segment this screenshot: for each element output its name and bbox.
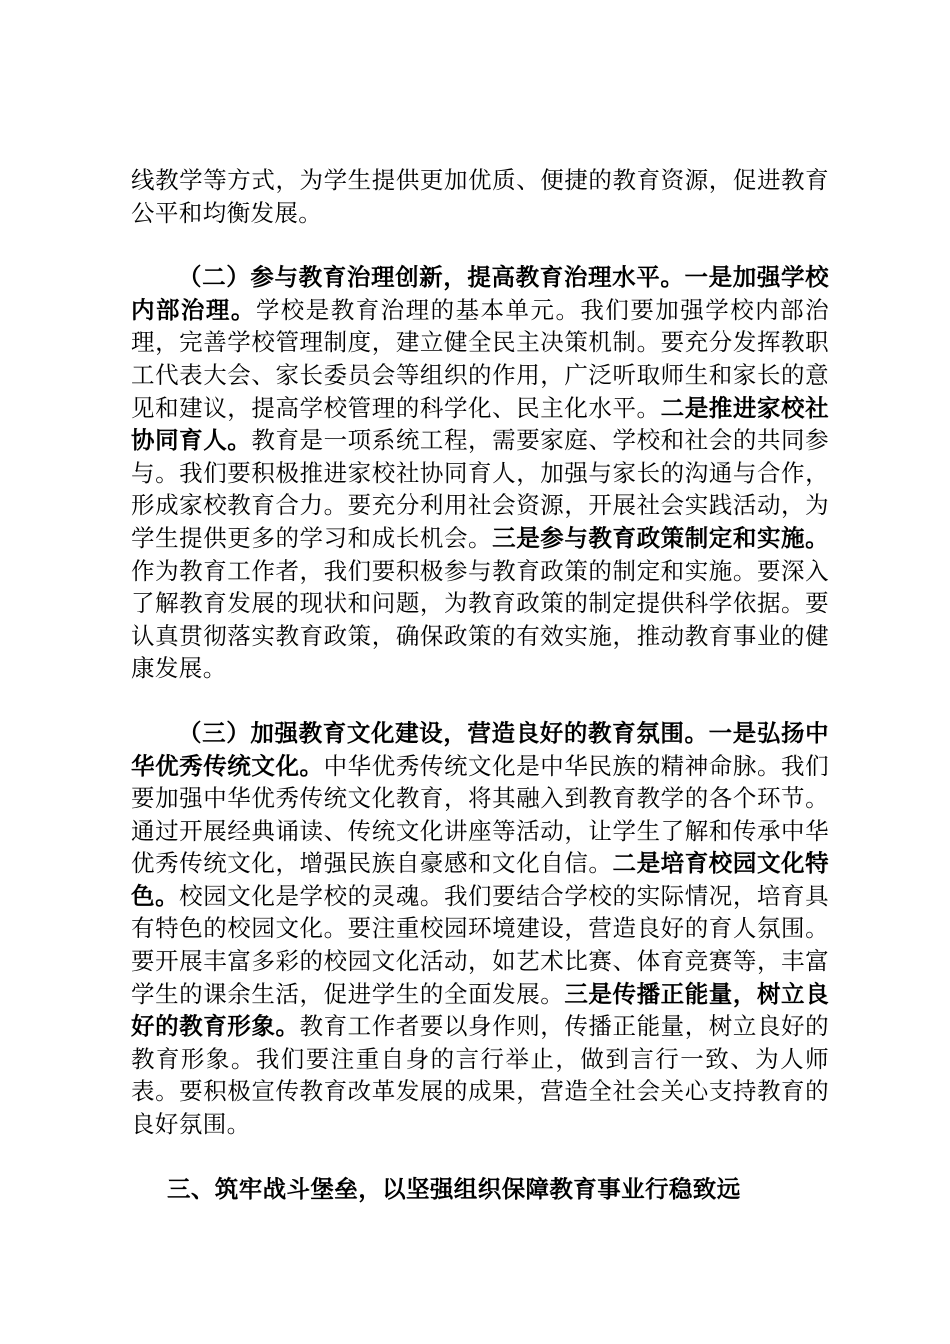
paragraph-text: 中华优秀传统文化是中华民族的精神命脉。我们要加强中华优秀传统文化教育，将其融入到教育教学的各个环节。通过开展经典诵读、传统文化讲座等活动，让学生了解和传承中华优秀传统文化，增强民族自豪感和文化自信。 xyxy=(131,751,830,878)
paragraph-text: 教育是一项系统工程，需要家庭、学校和社会的共同参与。我们要积极推进家校社协同育人，加强与家长的沟通与合作，形成家校教育合力。要充分利用社会资源，开展社会实践活动，为学生提供更多的学习和成长机会。 xyxy=(131,426,829,552)
paragraph-lead-heading: （三）加强教育文化建设，营造良好的教育氛围。一是弘扬中华优秀传统文化。 xyxy=(131,718,829,780)
paragraph-lead-heading: （二）参与教育治理创新，提高教育治理水平。一是加强学校内部治理。 xyxy=(131,263,829,324)
section-heading: 三、筑牢战斗堡垒，以坚强组织保障教育事业行稳致远 xyxy=(167,1174,741,1203)
document-page xyxy=(131,164,829,1205)
point-heading: 二是培育校园文化特色。 xyxy=(131,849,829,910)
paragraph-gap xyxy=(131,685,829,717)
point-heading: 三是传播正能量，树立良好的教育形象。 xyxy=(131,979,829,1041)
paragraph-text: 作为教育工作者，我们要积极参与教育政策的制定和实施。要深入了解教育发展的现状和问题，为教育政策的制定提供科学依据。要认真贯彻落实教育政策，确保政策的有效实施，推动教育事业的健康发展。 xyxy=(131,556,829,683)
paragraph-text: 线教学等方式，为学生提供更加优质、便捷的教育资源，促进教育公平和均衡发展。 xyxy=(131,166,829,227)
paragraph-education-culture xyxy=(131,717,829,1141)
paragraph-text: 教育工作者要以身作则，传播正能量，树立良好的教育形象。我们要注重自身的言行举止，做到言行一致、为人师表。要积极宣传教育改革发展的成果，营造全社会关心支持教育的良好氛围。 xyxy=(131,1012,829,1139)
paragraph-text: 学校是教育治理的基本单元。我们要加强学校内部治理，完善学校管理制度，建立健全民主决策机制。要充分发挥教职工代表大会、家长委员会等组织的作用，广泛听取师生和家长的意见和建议，提高学校管理的科学化、民主化水平。 xyxy=(131,295,830,422)
paragraph-text: 校园文化是学校的灵魂。我们要结合学校的实际情况，培育具有特色的校园文化。要注重校园环境建设，营造良好的育人氛围。要开展丰富多彩的校园文化活动，如艺术比赛、体育竞赛等，丰富学生的课余生活，促进学生的全面发展。 xyxy=(131,881,829,1008)
point-heading: 二是推进家校社协同育人。 xyxy=(131,393,829,455)
point-heading: 三是参与教育政策制定和实施。 xyxy=(492,523,829,552)
paragraph-continuation xyxy=(131,164,829,229)
paragraph-education-governance xyxy=(131,261,829,685)
paragraph-gap xyxy=(131,1141,829,1173)
paragraph-gap xyxy=(131,229,829,261)
